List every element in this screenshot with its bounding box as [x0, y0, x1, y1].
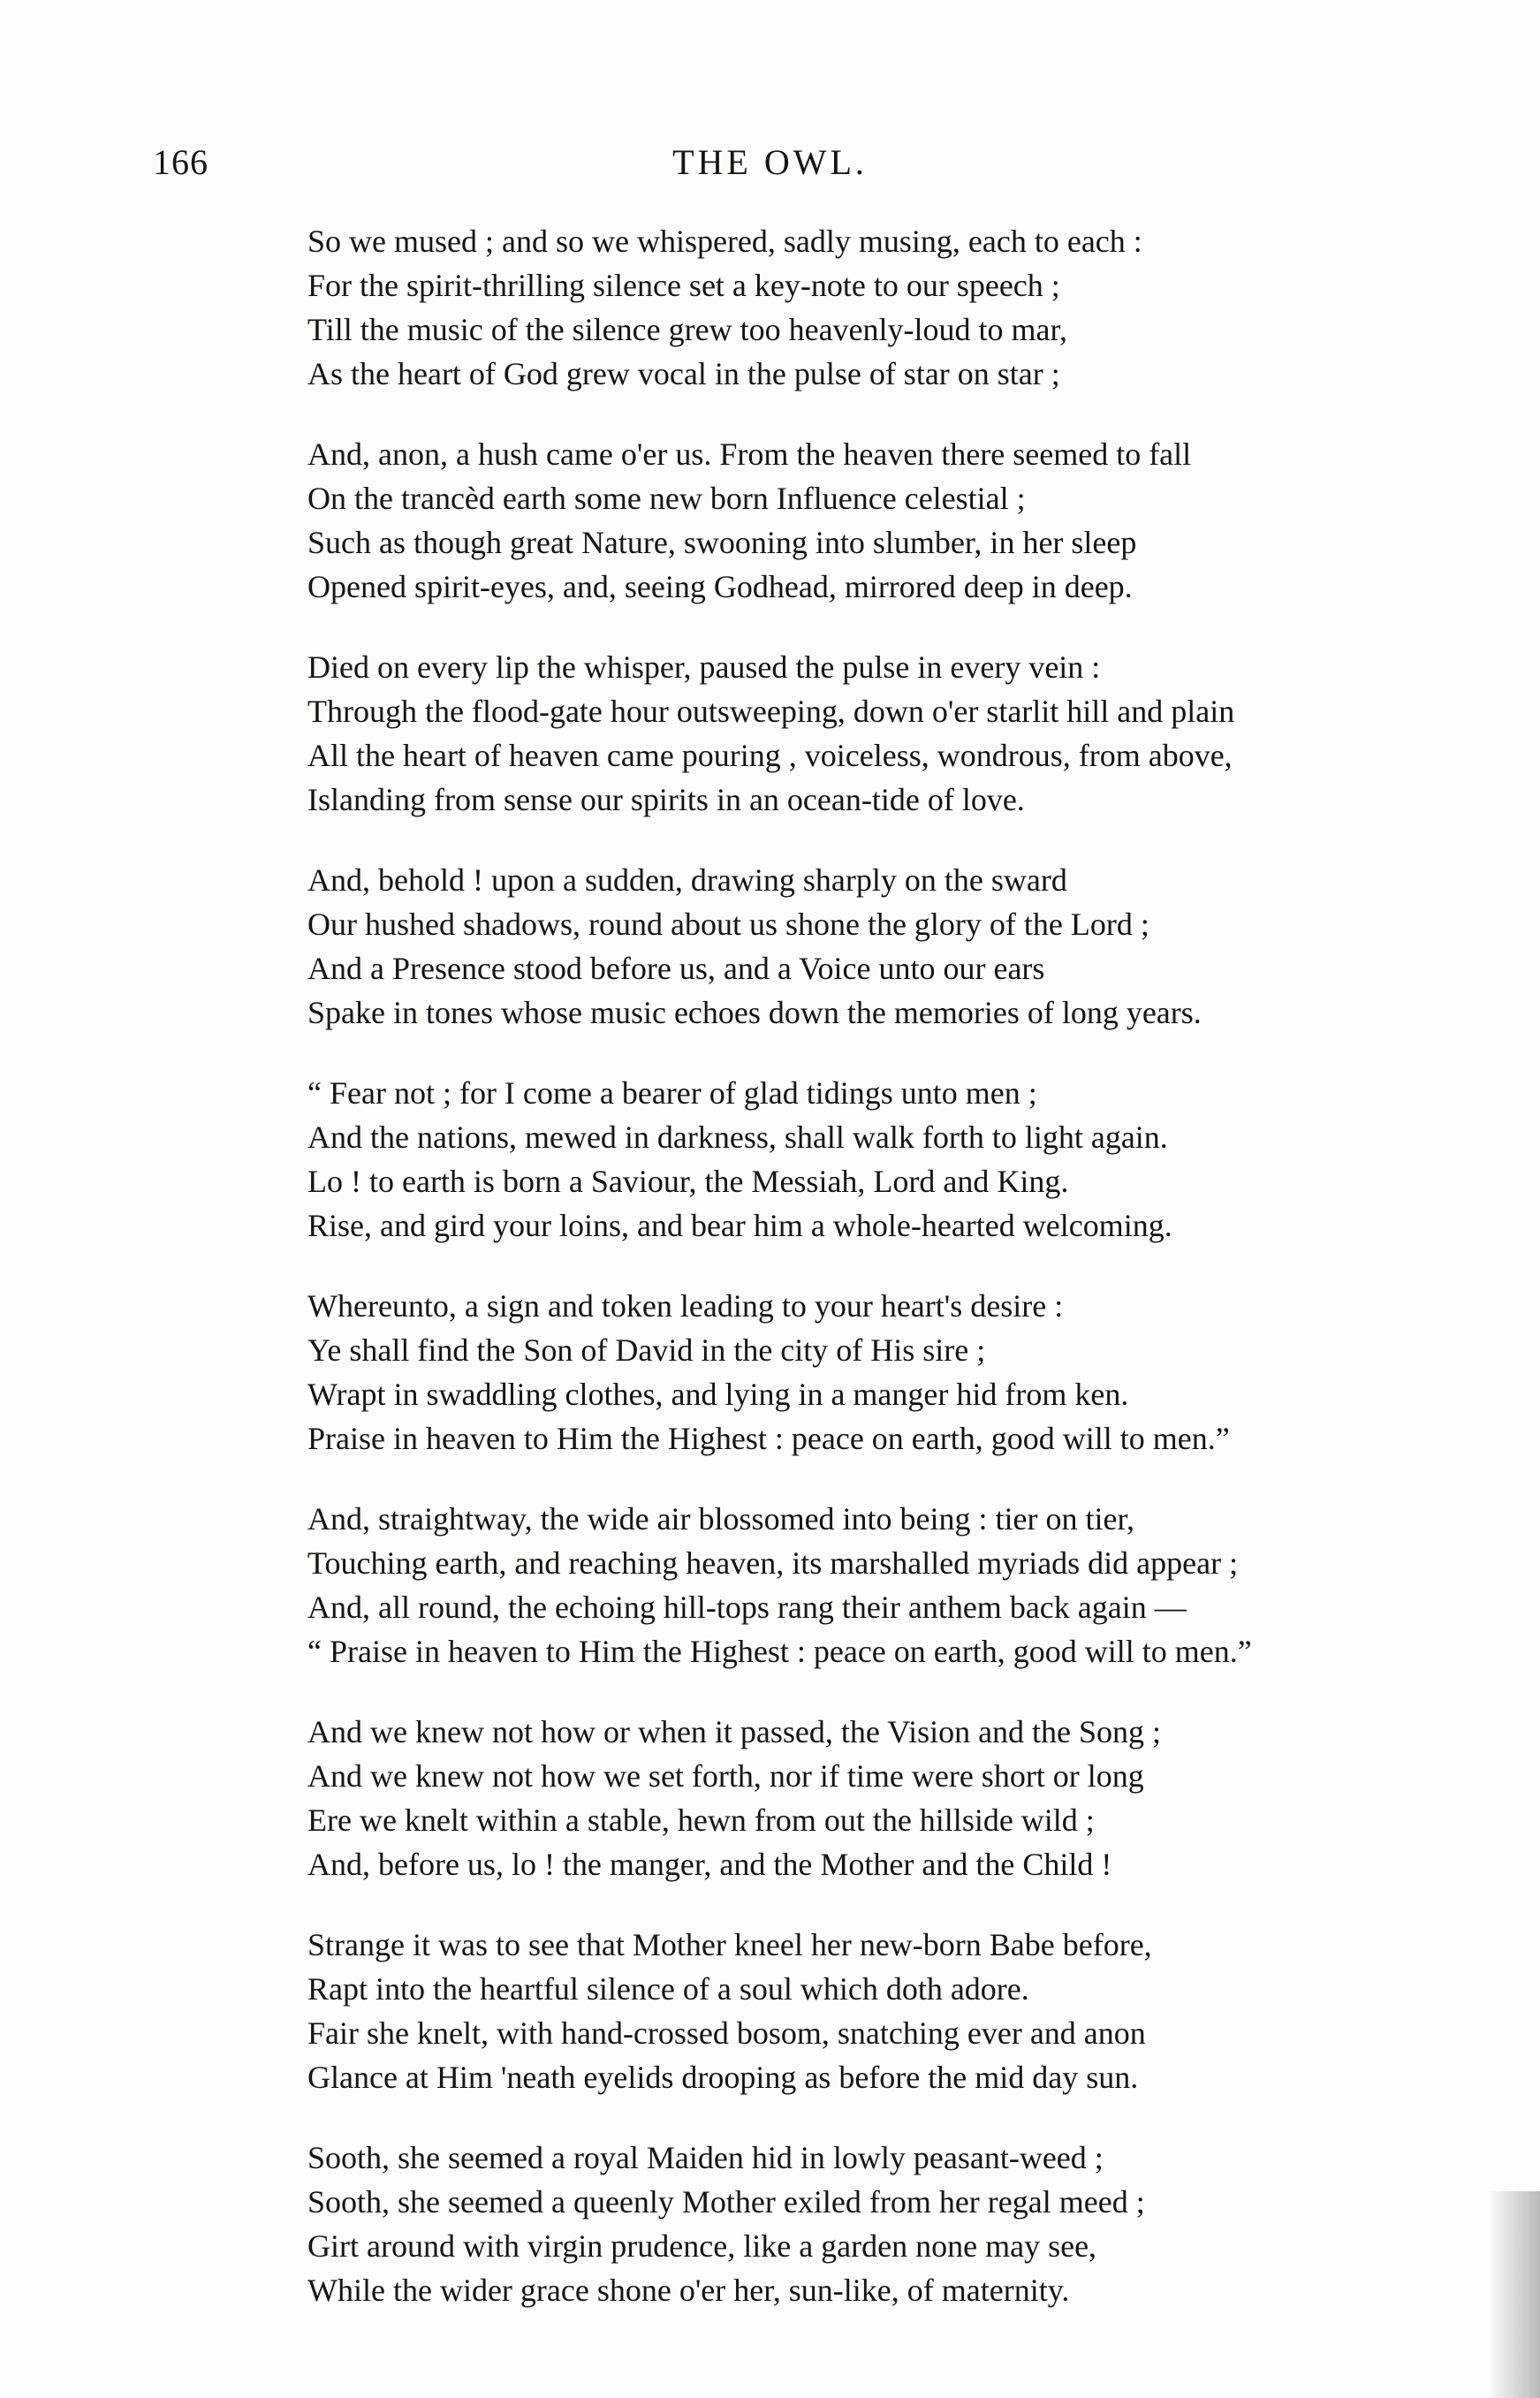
poem-line: Ye shall find the Son of David in the city of His sire ; — [307, 1332, 986, 1368]
poem — [307, 219, 1456, 2349]
poem-line: Wrapt in swaddling clothes, and lying in a manger hid from ken. — [307, 1377, 1129, 1412]
poem-line: Whereunto, a sign and token leading to your heart's desire : — [307, 1288, 1064, 1324]
stanza — [307, 1071, 1456, 1248]
poem-line: And, before us, lo ! the manger, and the Mother and the Child ! — [307, 1847, 1112, 1882]
poem-line: Fair she knelt, with hand-crossed bosom, snatching ever and anon — [307, 2015, 1146, 2051]
poem-line: Girt around with virgin prudence, like a garden none may see, — [307, 2228, 1097, 2264]
poem-line: As the heart of God grew vocal in the pulse of star on star ; — [307, 356, 1060, 391]
poem-line: Such as though great Nature, swooning into slumber, in her sleep — [307, 525, 1137, 560]
stanza — [307, 645, 1456, 822]
page-number: 166 — [153, 142, 209, 182]
poem-line: Opened spirit-eyes, and, seeing Godhead, mirrored deep in deep. — [307, 569, 1133, 604]
page-edge-shadow — [1487, 2191, 1540, 2398]
poem-line: Rapt into the heartful silence of a soul which doth adore. — [307, 1971, 1029, 2007]
poem-line: Sooth, she seemed a royal Maiden hid in lowly peasant-weed ; — [307, 2140, 1104, 2175]
poem-line: And a Presence stood before us, and a Voice unto our ears — [307, 951, 1045, 986]
poem-line: On the trancèd earth some new born Influence celestial ; — [307, 481, 1026, 516]
poem-line: Touching earth, and reaching heaven, its marshalled myriads did appear ; — [307, 1545, 1239, 1581]
poem-line: And, all round, the echoing hill-tops rang their anthem back again — — [307, 1590, 1187, 1625]
stanza — [307, 219, 1456, 396]
poem-line: Strange it was to see that Mother kneel her new-born Babe before, — [307, 1927, 1152, 1962]
poem-line: “ Praise in heaven to Him the Highest : peace on earth, good will to men.” — [307, 1634, 1252, 1669]
poem-line: Islanding from sense our spirits in an ocean-tide of love. — [307, 782, 1025, 817]
poem-line: Ere we knelt within a stable, hewn from out the hillside wild ; — [307, 1802, 1095, 1838]
poem-line: Through the flood-gate hour outsweeping, down o'er starlit hill and plain — [307, 694, 1235, 729]
poem-line: And, straightway, the wide air blossomed into being : tier on tier, — [307, 1501, 1135, 1537]
poem-line: While the wider grace shone o'er her, sun-like, of maternity. — [307, 2273, 1070, 2308]
poem-line: Spake in tones whose music echoes down the memories of long years. — [307, 995, 1202, 1030]
poem-line: Our hushed shadows, round about us shone the glory of the Lord ; — [307, 907, 1149, 942]
poem-line: And, behold ! upon a sudden, drawing sharply on the sward — [307, 862, 1067, 898]
poem-line: And the nations, mewed in darkness, shall walk forth to light again. — [307, 1119, 1168, 1155]
poem-line: Lo ! to earth is born a Saviour, the Messiah, Lord and King. — [307, 1164, 1069, 1199]
poem-line: For the spirit-thrilling silence set a key-note to our speech ; — [307, 268, 1060, 303]
poem-line: All the heart of heaven came pouring , voiceless, wondrous, from above, — [307, 738, 1233, 773]
poem-line: Glance at Him 'neath eyelids drooping as before the mid day sun. — [307, 2060, 1139, 2095]
stanza — [307, 858, 1456, 1035]
poem-line: Praise in heaven to Him the Highest : peace on earth, good will to men.” — [307, 1421, 1230, 1456]
stanza — [307, 1923, 1456, 2099]
poem-line: And we knew not how or when it passed, the Vision and the Song ; — [307, 1714, 1162, 1749]
stanza — [307, 1710, 1456, 1886]
poem-line: And, anon, a hush came o'er us. From the heaven there seemed to fall — [307, 436, 1192, 472]
poem-line: Died on every lip the whisper, paused the pulse in every vein : — [307, 649, 1101, 685]
stanza — [307, 1284, 1456, 1461]
poem-line: Rise, and gird your loins, and bear him a whole-hearted welcoming. — [307, 1208, 1172, 1243]
poem-line: So we mused ; and so we whispered, sadly musing, each to each : — [307, 224, 1142, 259]
stanza — [307, 432, 1456, 609]
running-title: THE OWL. — [672, 142, 868, 182]
poem-line: Till the music of the silence grew too heavenly-loud to mar, — [307, 312, 1068, 347]
poem-line: And we knew not how we set forth, nor if time were short or long — [307, 1758, 1144, 1794]
poem-line: Sooth, she seemed a queenly Mother exiled from her regal meed ; — [307, 2184, 1145, 2220]
poem-line: “ Fear not ; for I come a bearer of glad tidings unto men ; — [307, 1075, 1037, 1111]
stanza — [307, 1497, 1456, 1673]
stanza — [307, 2136, 1456, 2312]
